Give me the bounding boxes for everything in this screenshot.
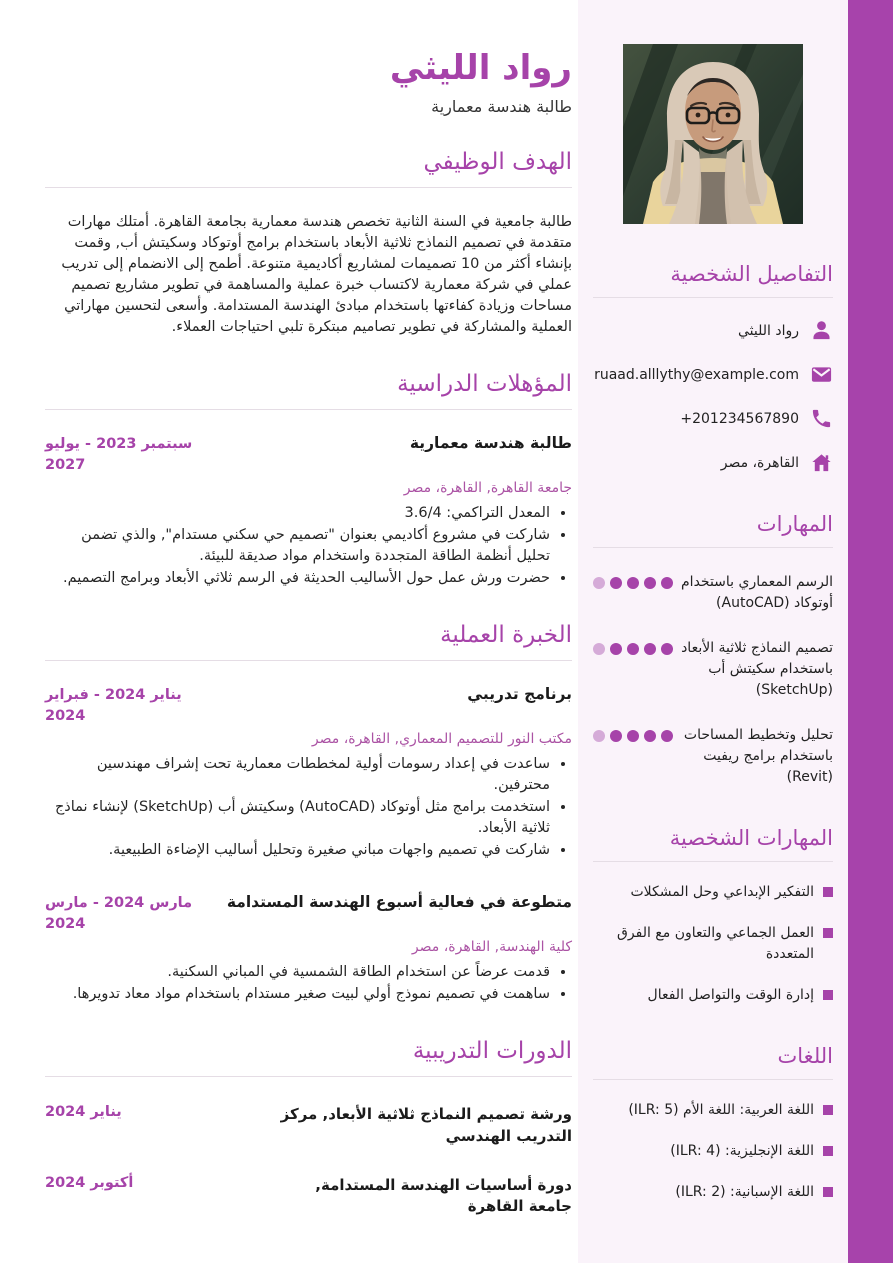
phone-icon xyxy=(810,407,833,430)
bullet-item: • استخدمت برامج مثل أوتوكاد (AutoCAD) وسكيتش أب (SketchUp) لإنشاء نماذج ثلاثية الأبعاد. xyxy=(45,797,550,839)
skill-label: تصميم النماذج ثلاثية الأبعاد باستخدام سكيتش أب (SketchUp) xyxy=(681,640,833,698)
education-entry xyxy=(45,434,572,589)
contact-email-row xyxy=(593,363,833,386)
skill-label: الرسم المعماري باستخدام أوتوكاد (AutoCAD) xyxy=(681,574,833,611)
rating-dot-filled xyxy=(627,577,639,589)
experience-entry xyxy=(45,893,572,1005)
rating-dot-filled xyxy=(661,643,673,655)
skill-item xyxy=(593,572,833,614)
square-bullet-icon xyxy=(823,887,833,897)
person-icon xyxy=(810,319,833,342)
course-date: أكتوبر 2024 xyxy=(45,1174,134,1191)
rating-dot-empty xyxy=(593,577,605,589)
candidate-subtitle: طالبة هندسة معمارية xyxy=(431,96,572,116)
skill-rating-dots xyxy=(593,638,673,655)
personal-skill-label: العمل الجماعي والتعاون مع الفرق المتعددة xyxy=(617,925,814,962)
bullet-item: • حضرت ورش عمل حول الأساليب الحديثة في الرسم ثلاثي الأبعاد وبرامج التصميم. xyxy=(45,568,550,589)
rating-dot-filled xyxy=(661,577,673,589)
accent-edge-bar xyxy=(848,0,893,1263)
square-bullet-icon xyxy=(823,1105,833,1115)
list-item xyxy=(593,1141,833,1162)
course-entry xyxy=(45,1104,572,1148)
list-item xyxy=(593,1182,833,1203)
bullet-item: • ساهمت في تصميم نموذج أولي لبيت صغير مستدام باستخدام مواد معاد تدويرها. xyxy=(45,984,550,1005)
square-bullet-icon xyxy=(823,1146,833,1156)
contact-email-value: ruaad.alllythy@example.com xyxy=(594,366,799,383)
personal-details-list xyxy=(593,319,833,474)
experience-entry xyxy=(45,685,572,861)
contact-phone-row xyxy=(593,407,833,430)
language-label: اللغة الإسبانية: (ILR: 2) xyxy=(675,1184,814,1200)
home-icon xyxy=(810,451,833,474)
skill-rating-dots xyxy=(593,572,673,589)
contact-location-row xyxy=(593,451,833,474)
contact-name-value: رواد الليثي xyxy=(737,322,799,339)
personal-details-title: التفاصيل الشخصية xyxy=(593,262,833,298)
courses-section-title: الدورات التدريبية xyxy=(45,1038,572,1077)
rating-dot-filled xyxy=(610,730,622,742)
job-bullets xyxy=(45,754,550,861)
education-bullets xyxy=(45,503,550,589)
skill-rating-dots xyxy=(593,725,673,742)
rating-dot-filled xyxy=(627,730,639,742)
list-item xyxy=(593,985,833,1006)
envelope-icon xyxy=(810,363,833,386)
bullet-item: • المعدل التراكمي: 3.6/4 xyxy=(45,503,550,524)
bullet-item: • قدمت عرضاً عن استخدام الطاقة الشمسية في المباني السكنية. xyxy=(45,962,550,983)
skills-list xyxy=(578,572,848,788)
course-name: دورة أساسيات الهندسة المستدامة, جامعة القاهرة xyxy=(315,1175,572,1216)
profile-photo xyxy=(623,44,803,224)
course-name: ورشة تصميم النماذج ثلاثية الأبعاد, مركز التدريب الهندسي xyxy=(280,1105,572,1145)
job-dates: مارس 2024 - مارس 2024 xyxy=(45,895,193,933)
square-bullet-icon xyxy=(823,928,833,938)
personal-skill-label: التفكير الإبداعي وحل المشكلات xyxy=(630,884,814,900)
rating-dot-filled xyxy=(644,730,656,742)
contact-phone-value: +201234567890 xyxy=(680,410,799,427)
rating-dot-filled xyxy=(610,643,622,655)
objective-section-title: الهدف الوظيفي xyxy=(45,149,572,188)
institution-name: جامعة القاهرة, القاهرة، مصر xyxy=(403,479,572,496)
education-dates: سبتمبر 2023 - يوليو 2027 xyxy=(45,435,193,473)
square-bullet-icon xyxy=(823,1187,833,1197)
skill-item xyxy=(593,638,833,701)
list-item xyxy=(593,923,833,965)
bullet-item: • ساعدت في إعداد رسومات أولية لمخططات معمارية تحت إشراف مهندسين محترفين. xyxy=(45,754,550,796)
skill-item xyxy=(593,725,833,788)
rating-dot-filled xyxy=(644,643,656,655)
languages-title: اللغات xyxy=(593,1044,833,1080)
education-section-title: المؤهلات الدراسية xyxy=(45,371,572,410)
personal-skills-list xyxy=(593,882,833,1006)
rating-dot-filled xyxy=(644,577,656,589)
skills-title: المهارات xyxy=(593,512,833,548)
company-name: كلية الهندسة, القاهرة، مصر xyxy=(411,939,572,956)
list-item xyxy=(593,882,833,903)
job-title: متطوعة في فعالية أسبوع الهندسة المستدامة xyxy=(226,893,572,912)
language-label: اللغة الإنجليزية: (ILR: 4) xyxy=(670,1143,814,1159)
language-label: اللغة العربية: اللغة الأم (ILR: 5) xyxy=(628,1102,814,1118)
skill-label: تحليل وتخطيط المساحات باستخدام برامج ريفيت (Revit) xyxy=(683,727,833,785)
bullet-item: • شاركت في مشروع أكاديمي بعنوان "تصميم حي سكني مستدام", والذي تضمن تحليل أنظمة الطاقة المتجددة واستخدام مواد صديقة للبيئة. xyxy=(45,525,550,567)
course-date: يناير 2024 xyxy=(45,1104,122,1121)
personal-skill-label: إدارة الوقت والتواصل الفعال xyxy=(647,987,814,1003)
sidebar xyxy=(578,0,848,1263)
rating-dot-filled xyxy=(627,643,639,655)
bullet-item: • شاركت في تصميم واجهات مباني صغيرة وتحليل أساليب الإضاءة الطبيعية. xyxy=(45,840,550,861)
rating-dot-filled xyxy=(661,730,673,742)
rating-dot-empty xyxy=(593,643,605,655)
objective-text: طالبة جامعية في السنة الثانية تخصص هندسة معمارية بجامعة القاهرة. أمتلك مهارات متقدمة في تصميم النماذج ثلاثية الأبعاد باستخدام برامج أوتوكاد وسكيتش أب, وقمت بإنشاء أكثر من 10 تصميمات لمشاريع أكاديمية متنوعة. أطمح إلى الانضمام إلى تدريب عملي في شركة معمارية لاكتساب خبرة عملية والمساهمة في تطوير مشاريع تصميم مساحات وزيادة كفاءتها باستخدام مبادئ الهندسة المستدامة. وأسعى لتحسين مهاراتي العملية والمشاركة في تطوير تصاميم مبتكرة تلبي احتياجات العملاء. xyxy=(61,213,572,335)
personal-skills-title: المهارات الشخصية xyxy=(593,826,833,862)
company-name: مكتب النور للتصميم المعماري, القاهرة، مصر xyxy=(311,731,572,748)
job-dates: يناير 2024 - فبراير 2024 xyxy=(45,686,182,724)
candidate-name: رواد الليثي xyxy=(389,48,572,88)
square-bullet-icon xyxy=(823,990,833,1000)
contact-location-value: القاهرة، مصر xyxy=(720,454,799,471)
experience-section-title: الخبرة العملية xyxy=(45,622,572,661)
rating-dot-empty xyxy=(593,730,605,742)
job-bullets xyxy=(45,962,550,1005)
list-item xyxy=(593,1100,833,1121)
course-entry xyxy=(45,1175,572,1219)
degree-title: طالبة هندسة معمارية xyxy=(409,433,572,452)
languages-list xyxy=(593,1100,833,1203)
contact-name-row xyxy=(593,319,833,342)
rating-dot-filled xyxy=(610,577,622,589)
job-title: برنامج تدريبي xyxy=(467,684,572,703)
